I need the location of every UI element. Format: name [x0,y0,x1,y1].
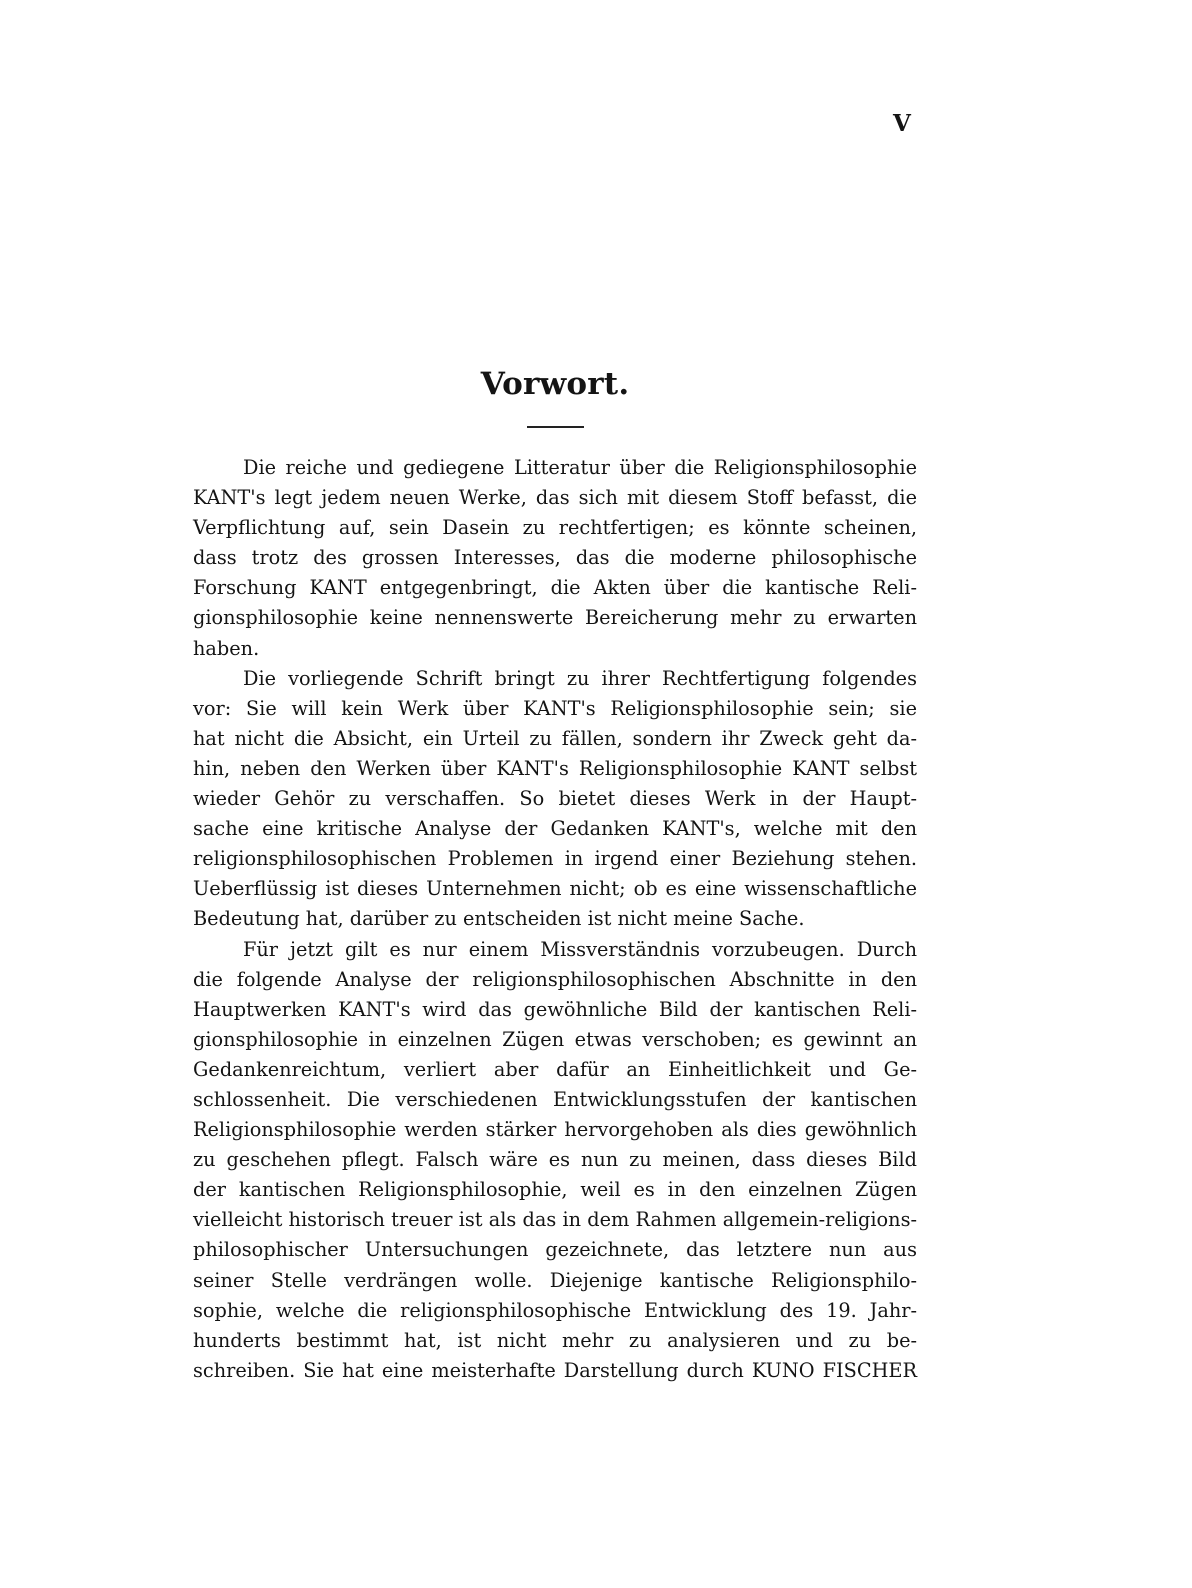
text-line: vor: Sie will kein Werk über KANT's Religionsphilosophie sein; sie [193,696,917,720]
text-line: hunderts bestimmt hat, ist nicht mehr zu analysieren und zu be- [193,1328,917,1352]
text-line: philosophischer Untersuchungen gezeichnete, das letztere nun aus [193,1238,917,1262]
title-divider [527,426,584,428]
text-line: Gedankenreichtum, verliert aber dafür an Einheitlichkeit und Ge- [193,1057,917,1081]
text-line: hat nicht die Absicht, ein Urteil zu fällen, sondern ihr Zweck geht da- [193,726,917,750]
text-line: gionsphilosophie keine nennenswerte Bereicherung mehr zu erwarten [193,606,917,630]
text-line: KANT's legt jedem neuen Werke, das sich mit diesem Stoff befasst, die [193,486,917,510]
text-line: hin, neben den Werken über KANT's Religionsphilosophie KANT selbst [193,756,917,780]
text-line: vielleicht historisch treuer ist als das in dem Rahmen allgemein-religions- [193,1208,917,1232]
text-line: haben. [193,636,260,660]
text-line: der kantischen Religionsphilosophie, weil es in den einzelnen Zügen [193,1178,917,1202]
text-line: Hauptwerken KANT's wird das gewöhnliche Bild der kantischen Reli- [193,997,917,1021]
text-line: Religionsphilosophie werden stärker hervorgehoben als dies gewöhnlich [193,1118,917,1142]
text-line: dass trotz des grossen Interesses, das die moderne philosophische [193,546,917,570]
text-line: seiner Stelle verdrängen wolle. Diejenige kantische Religionsphilo- [193,1268,917,1292]
text-line: Verpflichtung auf, sein Dasein zu rechtfertigen; es könnte scheinen, [193,516,917,540]
text-line: schlossenheit. Die verschiedenen Entwicklungsstufen der kantischen [193,1087,917,1111]
text-line: die folgende Analyse der religionsphilosophischen Abschnitte in den [193,967,917,991]
text-line: gionsphilosophie in einzelnen Zügen etwas verschoben; es gewinnt an [193,1027,917,1051]
page-title: Vorwort. [480,366,630,402]
text-line: sophie, welche die religionsphilosophische Entwicklung des 19. Jahr- [193,1298,917,1322]
text-line: Forschung KANT entgegenbringt, die Akten über die kantische Reli- [193,576,917,600]
paragraph-3 [193,935,917,1386]
text-line: sache eine kritische Analyse der Gedanken KANT's, welche mit den [193,817,917,841]
text-line: Für jetzt gilt es nur einem Missverständnis vorzubeugen. Durch [243,937,917,961]
paragraph-1 [193,453,917,664]
text-line: religionsphilosophischen Problemen in irgend einer Beziehung stehen. [193,847,917,871]
paragraph-2 [193,664,917,935]
text-line: wieder Gehör zu verschaffen. So bietet dieses Werk in der Haupt- [193,787,917,811]
text-line: Die vorliegende Schrift bringt zu ihrer Rechtfertigung folgendes [243,666,917,690]
text-line: Ueberflüssig ist dieses Unternehmen nicht; ob es eine wissenschaftliche [193,877,917,901]
text-line: zu geschehen pflegt. Falsch wäre es nun zu meinen, dass dieses Bild [193,1148,917,1172]
text-line: Die reiche und gediegene Litteratur über die Religionsphilosophie [243,456,917,479]
preface-body [193,453,917,1386]
text-line: schreiben. Sie hat eine meisterhafte Darstellung durch KUNO FISCHER [193,1358,917,1382]
page-number: V [893,110,911,137]
text-line: Bedeutung hat, darüber zu entscheiden ist nicht meine Sache. [193,907,805,931]
